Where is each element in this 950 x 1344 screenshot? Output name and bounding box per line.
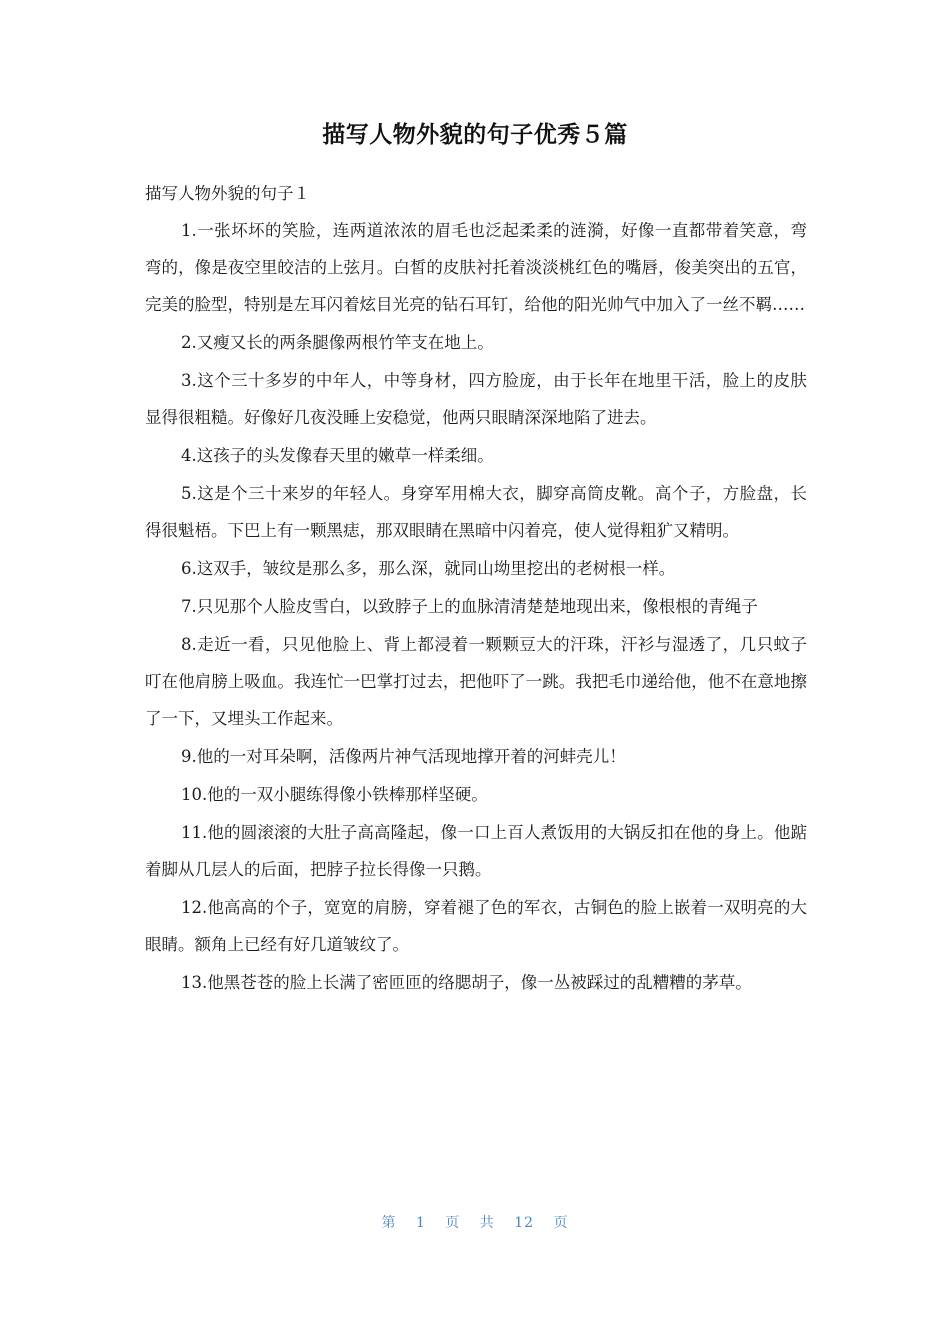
document-title: 描写人物外貌的句子优秀５篇 (322, 122, 628, 148)
paragraph-11: 11.他的圆滚滚的大肚子高高隆起，像一口上百人煮饭用的大锅反扣在他的身上。他踮着脚从几层人的后面，把脖子拉长得像一只鹅。 (145, 823, 807, 879)
section-heading: 描写人物外貌的句子１ (145, 184, 310, 203)
page-footer: 第 1 页 共 12 页 (381, 1215, 569, 1231)
paragraph-5: 5.这是个三十来岁的年轻人。身穿军用棉大衣，脚穿高筒皮靴。高个子，方脸盘，长得很魁梧。下巴上有一颗黑痣，那双眼睛在黑暗中闪着亮，使人觉得粗犷又精明。 (145, 484, 807, 540)
paragraph-10: 10.他的一双小腿练得像小铁棒那样坚硬。 (181, 785, 488, 804)
paragraph-12: 12.他高高的个子，宽宽的肩膀，穿着褪了色的军衣，古铜色的脸上嵌着一双明亮的大眼睛。额角上已经有好几道皱纹了。 (145, 898, 807, 954)
paragraph-1: 1.一张坏坏的笑脸，连两道浓浓的眉毛也泛起柔柔的涟漪，好像一直都带着笑意，弯弯的，像是夜空里皎洁的上弦月。白皙的皮肤衬托着淡淡桃红色的嘴唇，俊美突出的五官，完美的脸型，特别是左耳闪着炫目光亮的钻石耳钉，给他的阳光帅气中加入了一丝不羁…… (145, 221, 807, 314)
paragraph-3: 3.这个三十多岁的中年人，中等身材，四方脸庞，由于长年在地里干活，脸上的皮肤显得很粗糙。好像好几夜没睡上安稳觉，他两只眼睛深深地陷了进去。 (145, 371, 807, 427)
paragraph-8: 8.走近一看，只见他脸上、背上都浸着一颗颗豆大的汗珠，汗衫与湿透了，几只蚊子叮在他肩膀上吸血。我连忙一巴掌打过去，把他吓了一跳。我把毛巾递给他，他不在意地擦了一下，又埋头工作起来。 (145, 635, 807, 728)
paragraph-13: 13.他黑苍苍的脸上长满了密匝匝的络腮胡子，像一丛被踩过的乱糟糟的茅草。 (181, 973, 752, 992)
paragraph-7: 7.只见那个人脸皮雪白，以致脖子上的血脉清清楚楚地现出来，像根根的青绳子 (181, 597, 758, 616)
paragraph-6: 6.这双手，皱纹是那么多，那么深，就同山坳里挖出的老树根一样。 (181, 559, 676, 578)
paragraph-4: 4.这孩子的头发像春天里的嫩草一样柔细。 (181, 446, 494, 465)
paragraph-9: 9.他的一对耳朵啊，活像两片神气活现地撑开着的河蚌壳儿！ (181, 747, 626, 766)
paragraph-2: 2.又瘦又长的两条腿像两根竹竿支在地上。 (181, 333, 494, 352)
document-body (145, 212, 807, 1002)
